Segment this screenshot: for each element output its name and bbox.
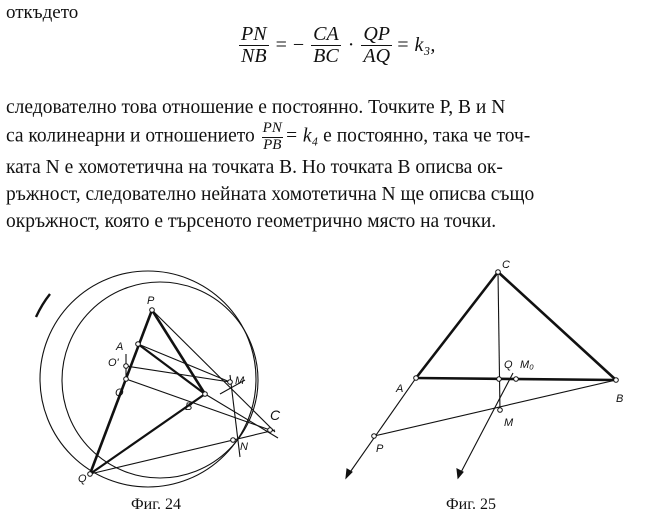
fig25-caption: Фиг. 25 bbox=[446, 496, 496, 513]
paragraph-line-2: са колинеарни и отношението $\frac{PN}{PB}$ = k₄ е постоянно, така че точ- bbox=[6, 120, 531, 153]
paragraph-line-4: ръжност, следователно нейната хомотетична N ще описва също bbox=[6, 183, 535, 205]
intro-word: откъдето bbox=[6, 2, 79, 23]
inline-fraction: $\frac{PN}{PB}$ bbox=[262, 120, 282, 153]
fig25-line-CA bbox=[416, 272, 498, 378]
fig25-label-A: A bbox=[396, 383, 404, 395]
fig24-label-Q: Q bbox=[78, 473, 87, 485]
fig25-label-Q: Q bbox=[504, 359, 513, 371]
figure-24 bbox=[20, 262, 295, 492]
fig24-label-C: C bbox=[270, 407, 281, 423]
fig24-label-B: B bbox=[185, 401, 193, 413]
fig25-label-P: P bbox=[376, 443, 384, 455]
formula-fraction-2: $\frac{QP}{AQ}$ bbox=[363, 23, 391, 67]
fig24-label-N: N bbox=[240, 441, 248, 453]
fig24-line-OM bbox=[126, 366, 230, 382]
fig25-line-CM bbox=[498, 272, 500, 412]
formula-minus: − bbox=[292, 34, 305, 56]
fig25-label-M: M bbox=[504, 417, 514, 429]
fig24-line-PB bbox=[152, 310, 205, 394]
fig25-line-PB bbox=[374, 380, 616, 436]
fig25-line-CB bbox=[498, 272, 616, 380]
paragraph-line-1: следователно това отношение е постоянно. Точките P, B и N bbox=[6, 97, 506, 118]
fig25-label-Mo: M₀ bbox=[520, 359, 534, 371]
fig24-label-P: P bbox=[147, 295, 155, 307]
fig24-caption: Фиг. 24 bbox=[131, 496, 181, 513]
fig24-line-AM bbox=[138, 344, 230, 382]
figure-25 bbox=[338, 250, 638, 490]
fig24-label-M: M bbox=[235, 375, 245, 387]
paragraph bbox=[6, 94, 664, 235]
fig25-line-AP bbox=[346, 378, 416, 478]
fig24-arc-mark bbox=[36, 294, 50, 317]
formula-fraction-1: $\frac{CA}{BC}$ bbox=[313, 23, 339, 67]
fig24-label-A: A bbox=[116, 341, 124, 353]
formula-rhs: = k₃, bbox=[396, 34, 436, 56]
fig24-label-Op: O' bbox=[108, 357, 119, 369]
fig24-line-OC bbox=[126, 379, 270, 430]
fig24-line-PC bbox=[152, 310, 275, 432]
paragraph-line-5: окръжност, която е търсеното геометрично място на точки. bbox=[6, 210, 497, 232]
formula-lhs-fraction: $\frac{PN}{NB}$ bbox=[241, 23, 267, 67]
formula-dot: · bbox=[347, 34, 355, 56]
fig25-label-C: C bbox=[502, 259, 510, 271]
fig24-line-BC bbox=[205, 394, 278, 438]
formula bbox=[235, 24, 435, 67]
paragraph-line-3: ката N е хомотетична на точката B. Но точката B описва ок- bbox=[6, 156, 503, 178]
fig24-label-O: O bbox=[115, 387, 124, 399]
formula-eq: = bbox=[275, 34, 287, 56]
fig25-label-B: B bbox=[616, 393, 624, 405]
